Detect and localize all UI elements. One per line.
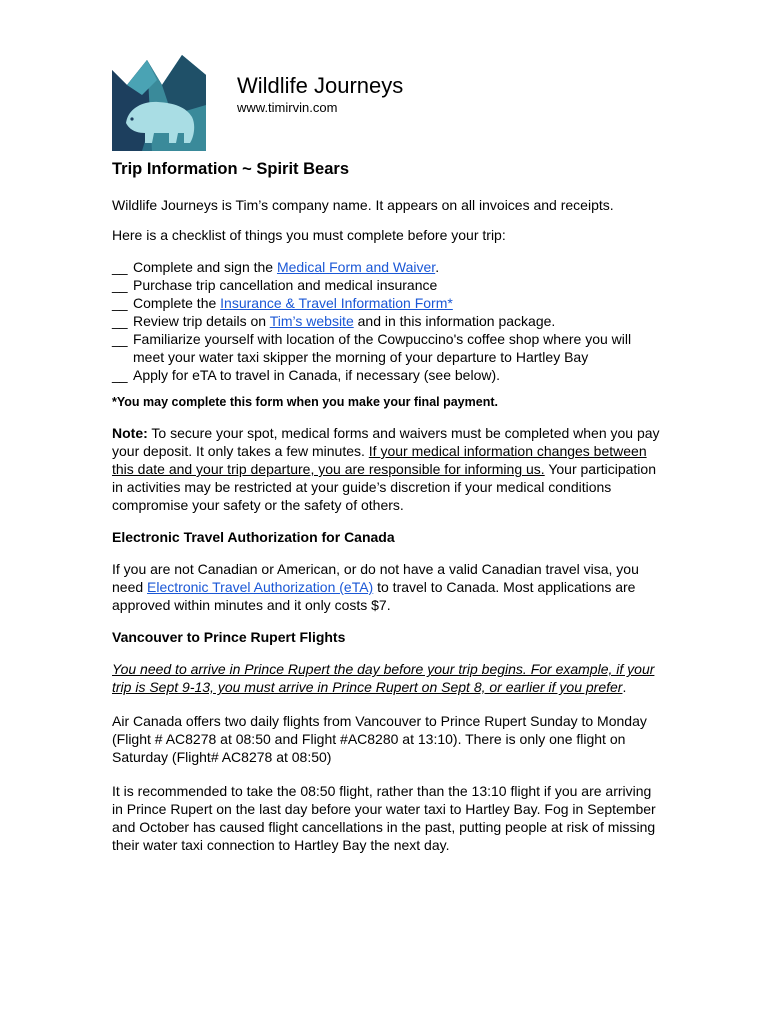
eta-heading: Electronic Travel Authorization for Canada (112, 529, 395, 545)
medical-form-link[interactable]: Medical Form and Waiver (276, 259, 436, 275)
checkbox-blank: __ (112, 313, 128, 329)
checkbox-blank: __ (112, 331, 128, 347)
checklist-item (112, 366, 660, 384)
document-content (112, 158, 660, 854)
checklist-text: Familiarize yourself with location of the Cowpuccino's coffee shop where you will meet your water taxi skipper the morning of your departure to Hartley Bay (133, 331, 632, 365)
checkbox-blank: __ (112, 367, 128, 383)
note-label: Note: (112, 425, 148, 441)
spirit-bear-logo (112, 45, 206, 151)
note-text: Your participation in activities may be restricted at your guide’s discretion if your medical conditions compromise your safety or the safety of others. (112, 461, 656, 513)
checklist-text: Complete the (133, 295, 221, 311)
flights-heading: Vancouver to Prince Rupert Flights (112, 629, 346, 645)
note-text: To secure your spot, medical forms and waivers must be completed when you pay your deposit. It only takes a few minutes. (112, 425, 660, 459)
note-underlined-text: If your medical information changes between this date and your trip departure, you are responsible for informing us. (112, 443, 647, 477)
checklist-text: and in this information package. (353, 313, 556, 329)
checklist-intro: Here is a checklist of things you must complete before your trip: (112, 227, 506, 243)
checkbox-blank: __ (112, 259, 128, 275)
asterisk-note: *You may complete this form when you make your final payment. (112, 395, 498, 409)
checklist (112, 258, 660, 384)
checkbox-blank: __ (112, 295, 128, 311)
checklist-item (112, 294, 660, 312)
checklist-item (112, 258, 660, 276)
checklist-text: . (435, 259, 440, 275)
company-name: Wildlife Journeys (237, 73, 404, 98)
tims-website-link[interactable]: Tim’s website (269, 313, 354, 329)
checklist-text: Purchase trip cancellation and medical insurance (133, 277, 438, 293)
insurance-form-link[interactable]: Insurance & Travel Information Form* (220, 295, 453, 311)
eta-text: If you are not Canadian or American, or do not have a valid Canadian travel visa, you need (112, 561, 639, 595)
page-title: Trip Information ~ Spirit Bears (112, 160, 350, 178)
note-paragraph (112, 424, 660, 514)
checkbox-blank: __ (112, 277, 128, 293)
flights-warning (112, 660, 660, 696)
checklist-text: Complete and sign the (133, 259, 277, 275)
checklist-item (112, 312, 660, 330)
eta-paragraph (112, 560, 660, 614)
eta-text: to travel to Canada. Most applications are approved within minutes and it only costs $7. (112, 579, 636, 613)
checklist-text: Review trip details on (133, 313, 270, 329)
flights-paragraph: Air Canada offers two daily flights from Vancouver to Prince Rupert Sunday to Monday (Flight # AC8278 at 08:50 and Flight #AC8280 at 13:10). There is only one flight on Saturday (Flight# AC8278 at 08:50) (112, 713, 647, 765)
checklist-item (112, 276, 660, 294)
company-url: www.timirvin.com (237, 100, 338, 115)
checklist-item (112, 330, 660, 366)
flights-recommendation: It is recommended to take the 08:50 flight, rather than the 13:10 flight if you are arriving in Prince Rupert on the last day before your water taxi to Hartley Bay. Fog in September and October has caused flight cancellations in the past, putting people at risk of missing their water taxi connection to Hartley Bay the next day. (112, 783, 656, 853)
eta-link[interactable]: Electronic Travel Authorization (eTA) (147, 579, 374, 595)
intro-paragraph: Wildlife Journeys is Tim’s company name. It appears on all invoices and receipts. (112, 197, 614, 213)
flights-warning-text: You need to arrive in Prince Rupert the day before your trip begins. For example, if your trip is Sept 9-13, you must arrive in Prince Rupert on Sept 8, or earlier if you prefer (112, 661, 655, 695)
checklist-text: Apply for eTA to travel in Canada, if necessary (see below). (133, 367, 501, 383)
flights-warning-end: . (622, 679, 627, 695)
